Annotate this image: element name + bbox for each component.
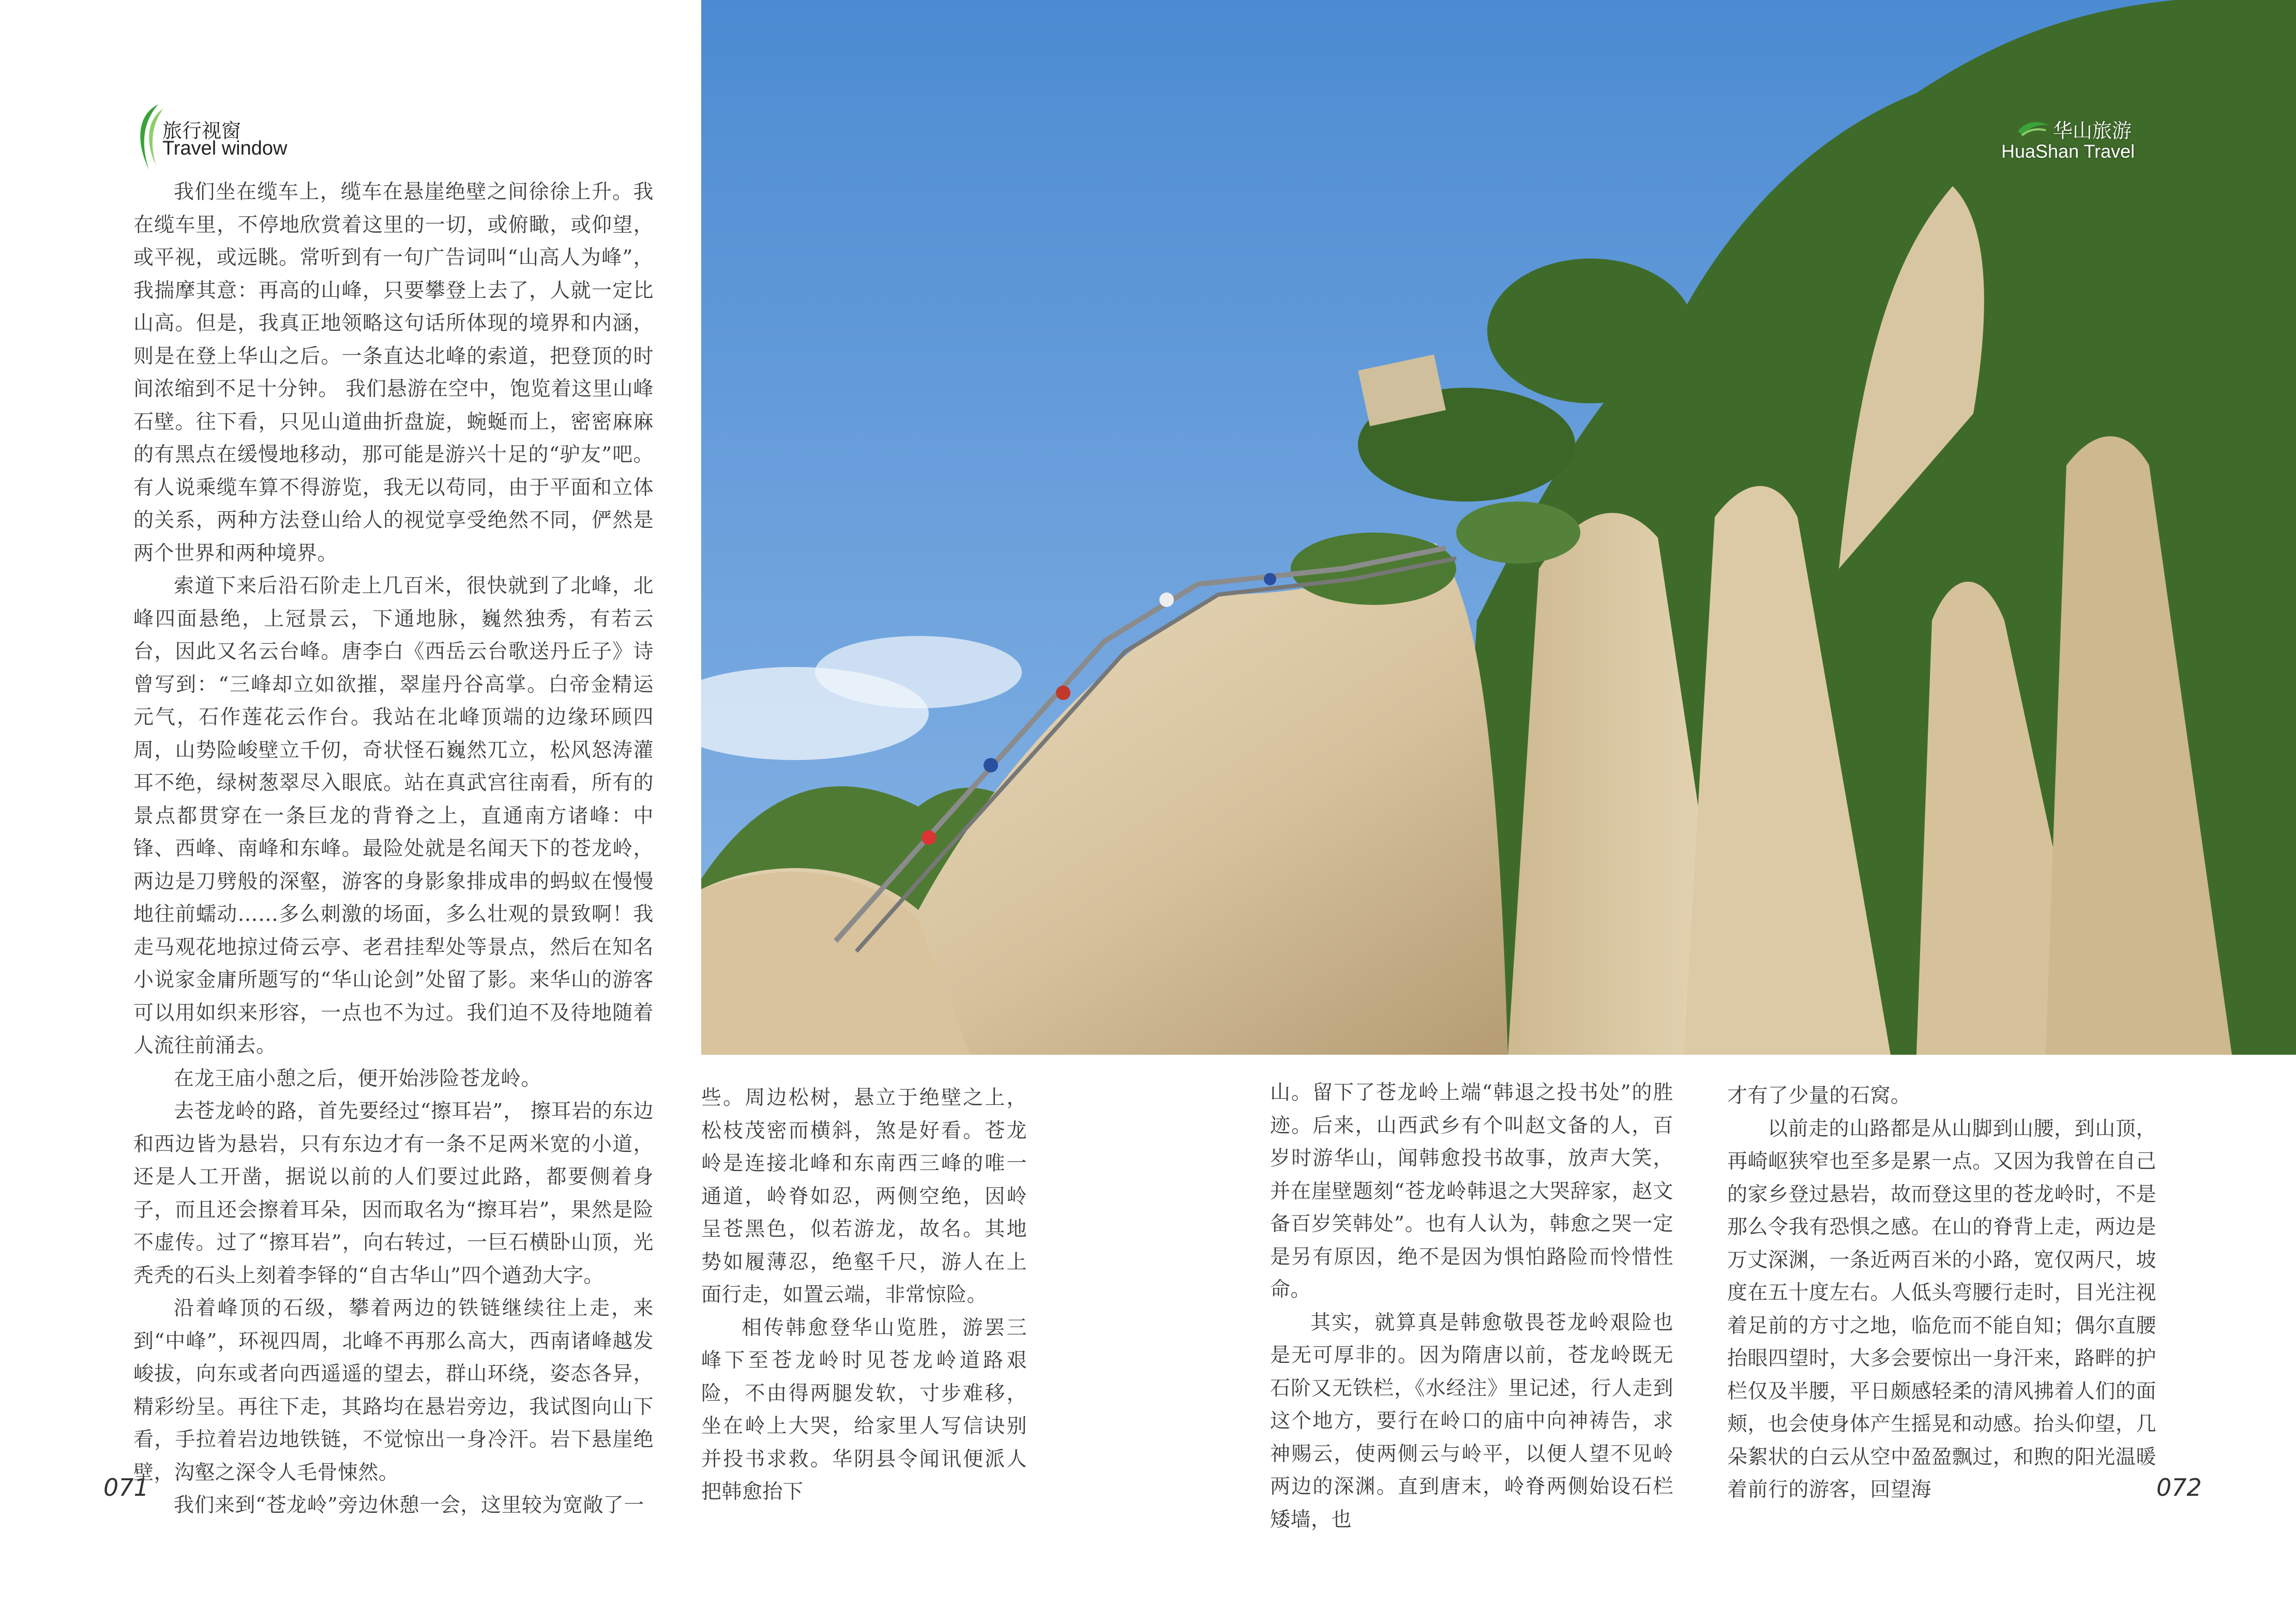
paragraph: 其实，就算真是韩愈敬畏苍龙岭艰险也是无可厚非的。因为隋唐以前，苍龙岭既无石阶又无铁栏，《水经注》里记述，行人走到这个地方，要行在岭口的庙中向神祷告，求神赐云，使两侧云与岭平，以便人望不见岭两边的深渊。直到唐末，岭脊两侧始设石栏矮墙，也 <box>1270 1311 1673 1531</box>
brand-title-cn: 华山旅游 <box>2053 119 2132 142</box>
paragraph: 我们来到“苍龙岭”旁边休憩一会，这里较为宽敞了一 <box>174 1494 644 1517</box>
paragraph: 才有了少量的石窝。 <box>1727 1084 1911 1107</box>
section-title-en: Travel window <box>162 138 288 159</box>
text-column-3 <box>1270 1076 1673 1536</box>
brand-title-en: HuaShan Travel <box>2001 141 2135 162</box>
text-column-2 <box>701 1082 1027 1509</box>
paragraph: 索道下来后沿石阶走上几百米，很快就到了北峰，北峰四面悬绝，上冠景云，下通地脉，巍然独秀，有若云台，因此又名云台峰。唐李白《西岳云台歌送丹丘子》诗曾写到：“三峰却立如欲摧，翠崖丹谷高掌。白帝金精运元气，石作莲花云作台。我站在北峰顶端的边缘环顾四周，山势险峻壁立千仞，奇状怪石巍然兀立，松风怒涛灌耳不绝，绿树葱翠尽入眼底。站在真武宫往南看，所有的景点都贯穿在一条巨龙的背脊之上，直通南方诸峰：中锋、西峰、南峰和东峰。最险处就是名闻天下的苍龙岭，两边是刀劈般的深壑，游客的身影象排成串的蚂蚁在慢慢地往前蠕动……多么刺激的场面，多么壮观的景致啊！我走马观花地掠过倚云亭、老君挂犁处等景点，然后在知名小说家金庸所题写的“华山论剑”处留了影。来华山的游客可以用如织来形容，一点也不为过。我们迫不及待地随着人流往前涌去。 <box>133 574 654 1057</box>
paragraph: 我们坐在缆车上，缆车在悬崖绝壁之间徐徐上升。我在缆车里，不停地欣赏着这里的一切，或俯瞰，或仰望，或平视，或远眺。常听到有一句广告词叫“山高人为峰”，我揣摩其意：再高的山峰，只要攀登上去了，人就一定比山高。但是，我真正地领略这句话所体现的境界和内涵，则是在登上华山之后。一条直达北峰的索道，把登顶的时间浓缩到不足十分钟。 我们悬游在空中，饱览着这里山峰石壁。往下看，只见山道曲折盘旋，蜿蜒而上，密密麻麻的有黑点在缓慢地移动，那可能是游兴十足的“驴友”吧。有人说乘缆车算不得游览，我无以苟同，由于平面和立体的关系，两种方法登山给人的视觉享受绝然不同，俨然是两个世界和两种境界。 <box>133 180 654 565</box>
paragraph: 以前走的山路都是从山脚到山腰，到山顶，再崎岖狭窄也至多是累一点。又因为我曾在自己的家乡登过悬岩，故而登这里的苍龙岭时，不是那么令我有恐惧之感。在山的脊背上走，两边是万丈深渊，一条近两百米的小路，宽仅两尺，坡度在五十度左右。人低头弯腰行走时，目光注视着足前的方寸之地，临危而不能自知；偶尔直腰抬眼四望时，大多会要惊出一身汗来，路畔的护栏仅及半腰，平日颇感轻柔的清风拂着人们的面颊，也会使身体产生摇晃和动感。抬头仰望，几朵絮状的白云从空中盈盈飘过，和煦的阳光温暖着前行的游客，回望海 <box>1727 1117 2156 1501</box>
page-number-left: 071 <box>103 1474 149 1501</box>
page-number-right: 072 <box>2156 1474 2202 1501</box>
paragraph: 山。留下了苍龙岭上端“韩退之投书处”的胜迹。后来，山西武乡有个叫赵文备的人，百岁时游华山，闻韩愈投书故事，放声大笑，并在崖壁题刻“苍龙岭韩退之大哭辞家，赵文备百岁笑韩处”。也有人认为，韩愈之哭一定是另有原因，绝不是因为惧怕路险而怜惜性命。 <box>1270 1081 1673 1301</box>
paragraph: 些。周边松树，悬立于绝壁之上，松枝茂密而横斜，煞是好看。苍龙岭是连接北峰和东南西三峰的唯一通道，岭脊如忍，两侧空绝，因岭呈苍黑色，似若游龙，故名。其地势如履薄忍，绝壑千尺，游人在上面行走，如置云端，非常惊险。 <box>701 1086 1027 1307</box>
text-column-1 <box>133 176 654 1522</box>
travel-window-swoosh-icon <box>133 103 164 171</box>
paragraph: 在龙王庙小憩之后，便开始涉险苍龙岭。 <box>174 1067 542 1090</box>
bird-icon <box>2017 118 2050 139</box>
text-column-4 <box>1727 1080 2156 1507</box>
paragraph: 沿着峰顶的石级，攀着两边的铁链继续往上走，来到“中峰”，环视四周，北峰不再那么高大，西南诸峰越发峻拔，向东或者向西遥遥的望去，群山环绕，姿态各异，精彩纷呈。再往下走，其路均在悬岩旁边，我试图向山下看，手拉着岩边地铁链，不觉惊出一身冷汗。岩下悬崖绝壁，沟壑之深令人毛骨悚然。 <box>133 1297 654 1484</box>
paragraph: 相传韩愈登华山览胜，游罢三峰下至苍龙岭时见苍龙岭道路艰险，不由得两腿发软，寸步难移，坐在岭上大哭，给家里人写信诀别并投书求救。华阴县令闻讯便派人把韩愈抬下 <box>701 1316 1027 1504</box>
huashan-travel-logo <box>2001 115 2167 177</box>
paragraph: 去苍龙岭的路，首先要经过“擦耳岩”， 擦耳岩的东边和西边皆为悬岩，只有东边才有一条不足两米宽的小道，还是人工开凿，据说以前的人们要过此路，都要侧着身子，而且还会擦着耳朵，因而取名为“擦耳岩”，果然是险不虚传。过了“擦耳岩”，向右转过，一巨石横卧山顶，光秃秃的石头上刻着李铎的“自古华山”四个遒劲大字。 <box>133 1100 654 1287</box>
section-title-cn: 旅行视窗 <box>162 119 241 142</box>
